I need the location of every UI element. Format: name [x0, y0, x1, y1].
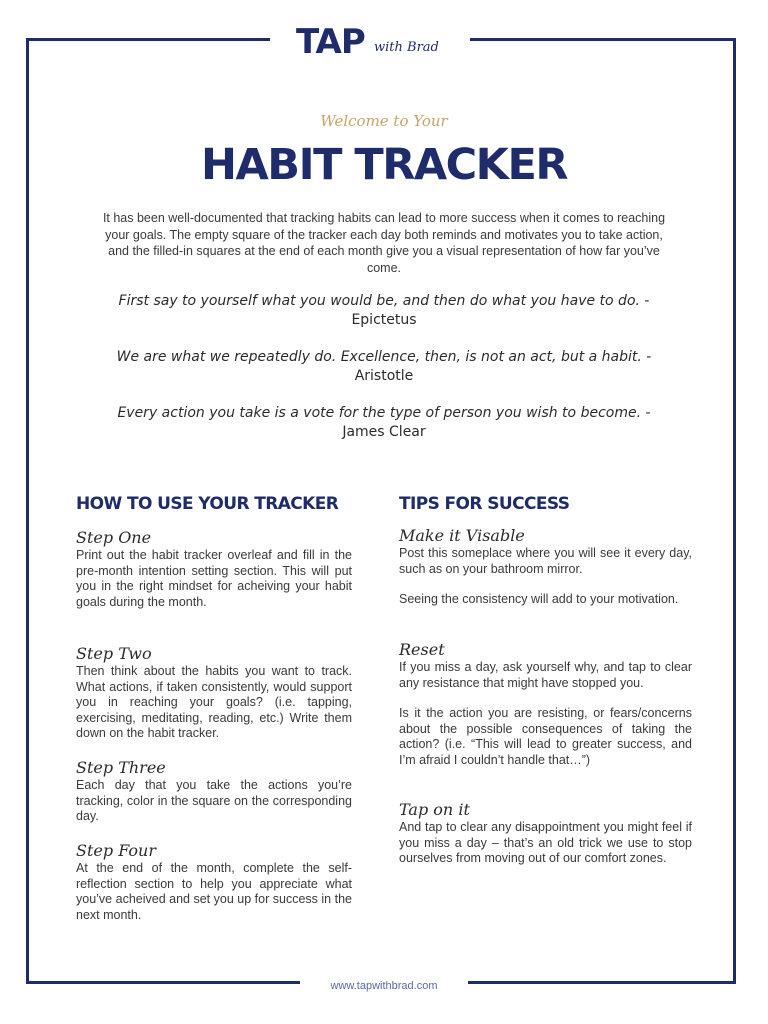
quote-author: - James Clear — [342, 405, 651, 440]
welcome-subtitle: Welcome to Your — [320, 112, 448, 130]
step-title: Step Three — [76, 758, 166, 777]
quote-text: We are what we repeatedly do. Excellence, then, is not an act, but a habit. — [116, 349, 642, 365]
brand-logo — [270, 14, 470, 64]
step-text: Each day that you take the actions you’re tracking, color in the square on the corresponding day. — [76, 778, 352, 824]
step-four — [76, 841, 352, 923]
tip-tap-on-it — [399, 800, 692, 867]
step-three — [76, 758, 352, 825]
tip-text: Is it the action you are resisting, or fears/concerns about the possible consequences of taking the action? (i.e. “This will lead to greater success, and I’m afraid I couldn’t handle that…”) — [399, 706, 692, 767]
step-title: Step Two — [76, 644, 152, 663]
page-title: HABIT TRACKER — [201, 140, 567, 190]
tip-reset — [399, 640, 692, 769]
step-one — [76, 528, 352, 610]
how-to-section — [76, 494, 352, 922]
tip-text: Seeing the consistency will add to your motivation. — [399, 592, 679, 607]
step-title: Step One — [76, 528, 152, 547]
tips-heading: TIPS FOR SUCCESS — [399, 494, 570, 514]
step-text: At the end of the month, complete the self-reflection section to help you appreciate what you’ve acheived and set you up for success in the next month. — [76, 861, 352, 922]
quote-epictetus — [100, 292, 668, 330]
quote-text: First say to yourself what you would be, and then do what you have to do. — [118, 293, 640, 309]
step-text: Print out the habit tracker overleaf and fill in the pre-month intention setting section. This will put you in the right mindset for acheiving your habit goals during the month. — [76, 548, 352, 609]
how-to-heading: HOW TO USE YOUR TRACKER — [76, 494, 339, 514]
quote-aristotle — [100, 348, 668, 386]
quote-james-clear — [100, 404, 668, 442]
tip-make-it-visable — [399, 526, 692, 608]
tip-text: Post this someplace where you will see it every day, such as on your bathroom mirror. — [399, 546, 692, 576]
intro-paragraph: It has been well-documented that tracking habits can lead to more success when it comes to reaching your goals. The empty square of the tracker each day both reminds and motivates you to take action, and the filled-in squares at the end of each month give you a visual representation of how far you’ve come. — [102, 211, 666, 275]
step-two — [76, 644, 352, 742]
tip-text: And tap to clear any disappointment you might feel if you miss a day – that’s an old trick we use to stop ourselves from moving out of our comfort zones. — [399, 820, 692, 866]
website-link[interactable]: www.tapwithbrad.com — [330, 980, 438, 992]
logo-sub-text: with Brad — [374, 40, 439, 55]
tip-title: Tap on it — [399, 800, 470, 819]
tip-text: If you miss a day, ask yourself why, and tap to clear any resistance that might have stopped you. — [399, 660, 692, 690]
quote-text: Every action you take is a vote for the type of person you wish to become. — [117, 405, 642, 421]
quote-author: - Epictetus — [351, 293, 650, 328]
tip-title: Reset — [399, 640, 445, 659]
step-title: Step Four — [76, 841, 156, 860]
quote-author: - Aristotle — [354, 349, 652, 384]
footer — [300, 974, 468, 994]
tip-title: Make it Visable — [399, 526, 525, 545]
logo-main-text: TAP — [296, 22, 365, 62]
tips-section — [399, 494, 692, 866]
step-text: Then think about the habits you want to track. What actions, if taken consistently, would support you in reaching your goals? (i.e. tapping, exercising, meditating, reading, etc.) Write them down on the habit tracker. — [76, 664, 352, 741]
